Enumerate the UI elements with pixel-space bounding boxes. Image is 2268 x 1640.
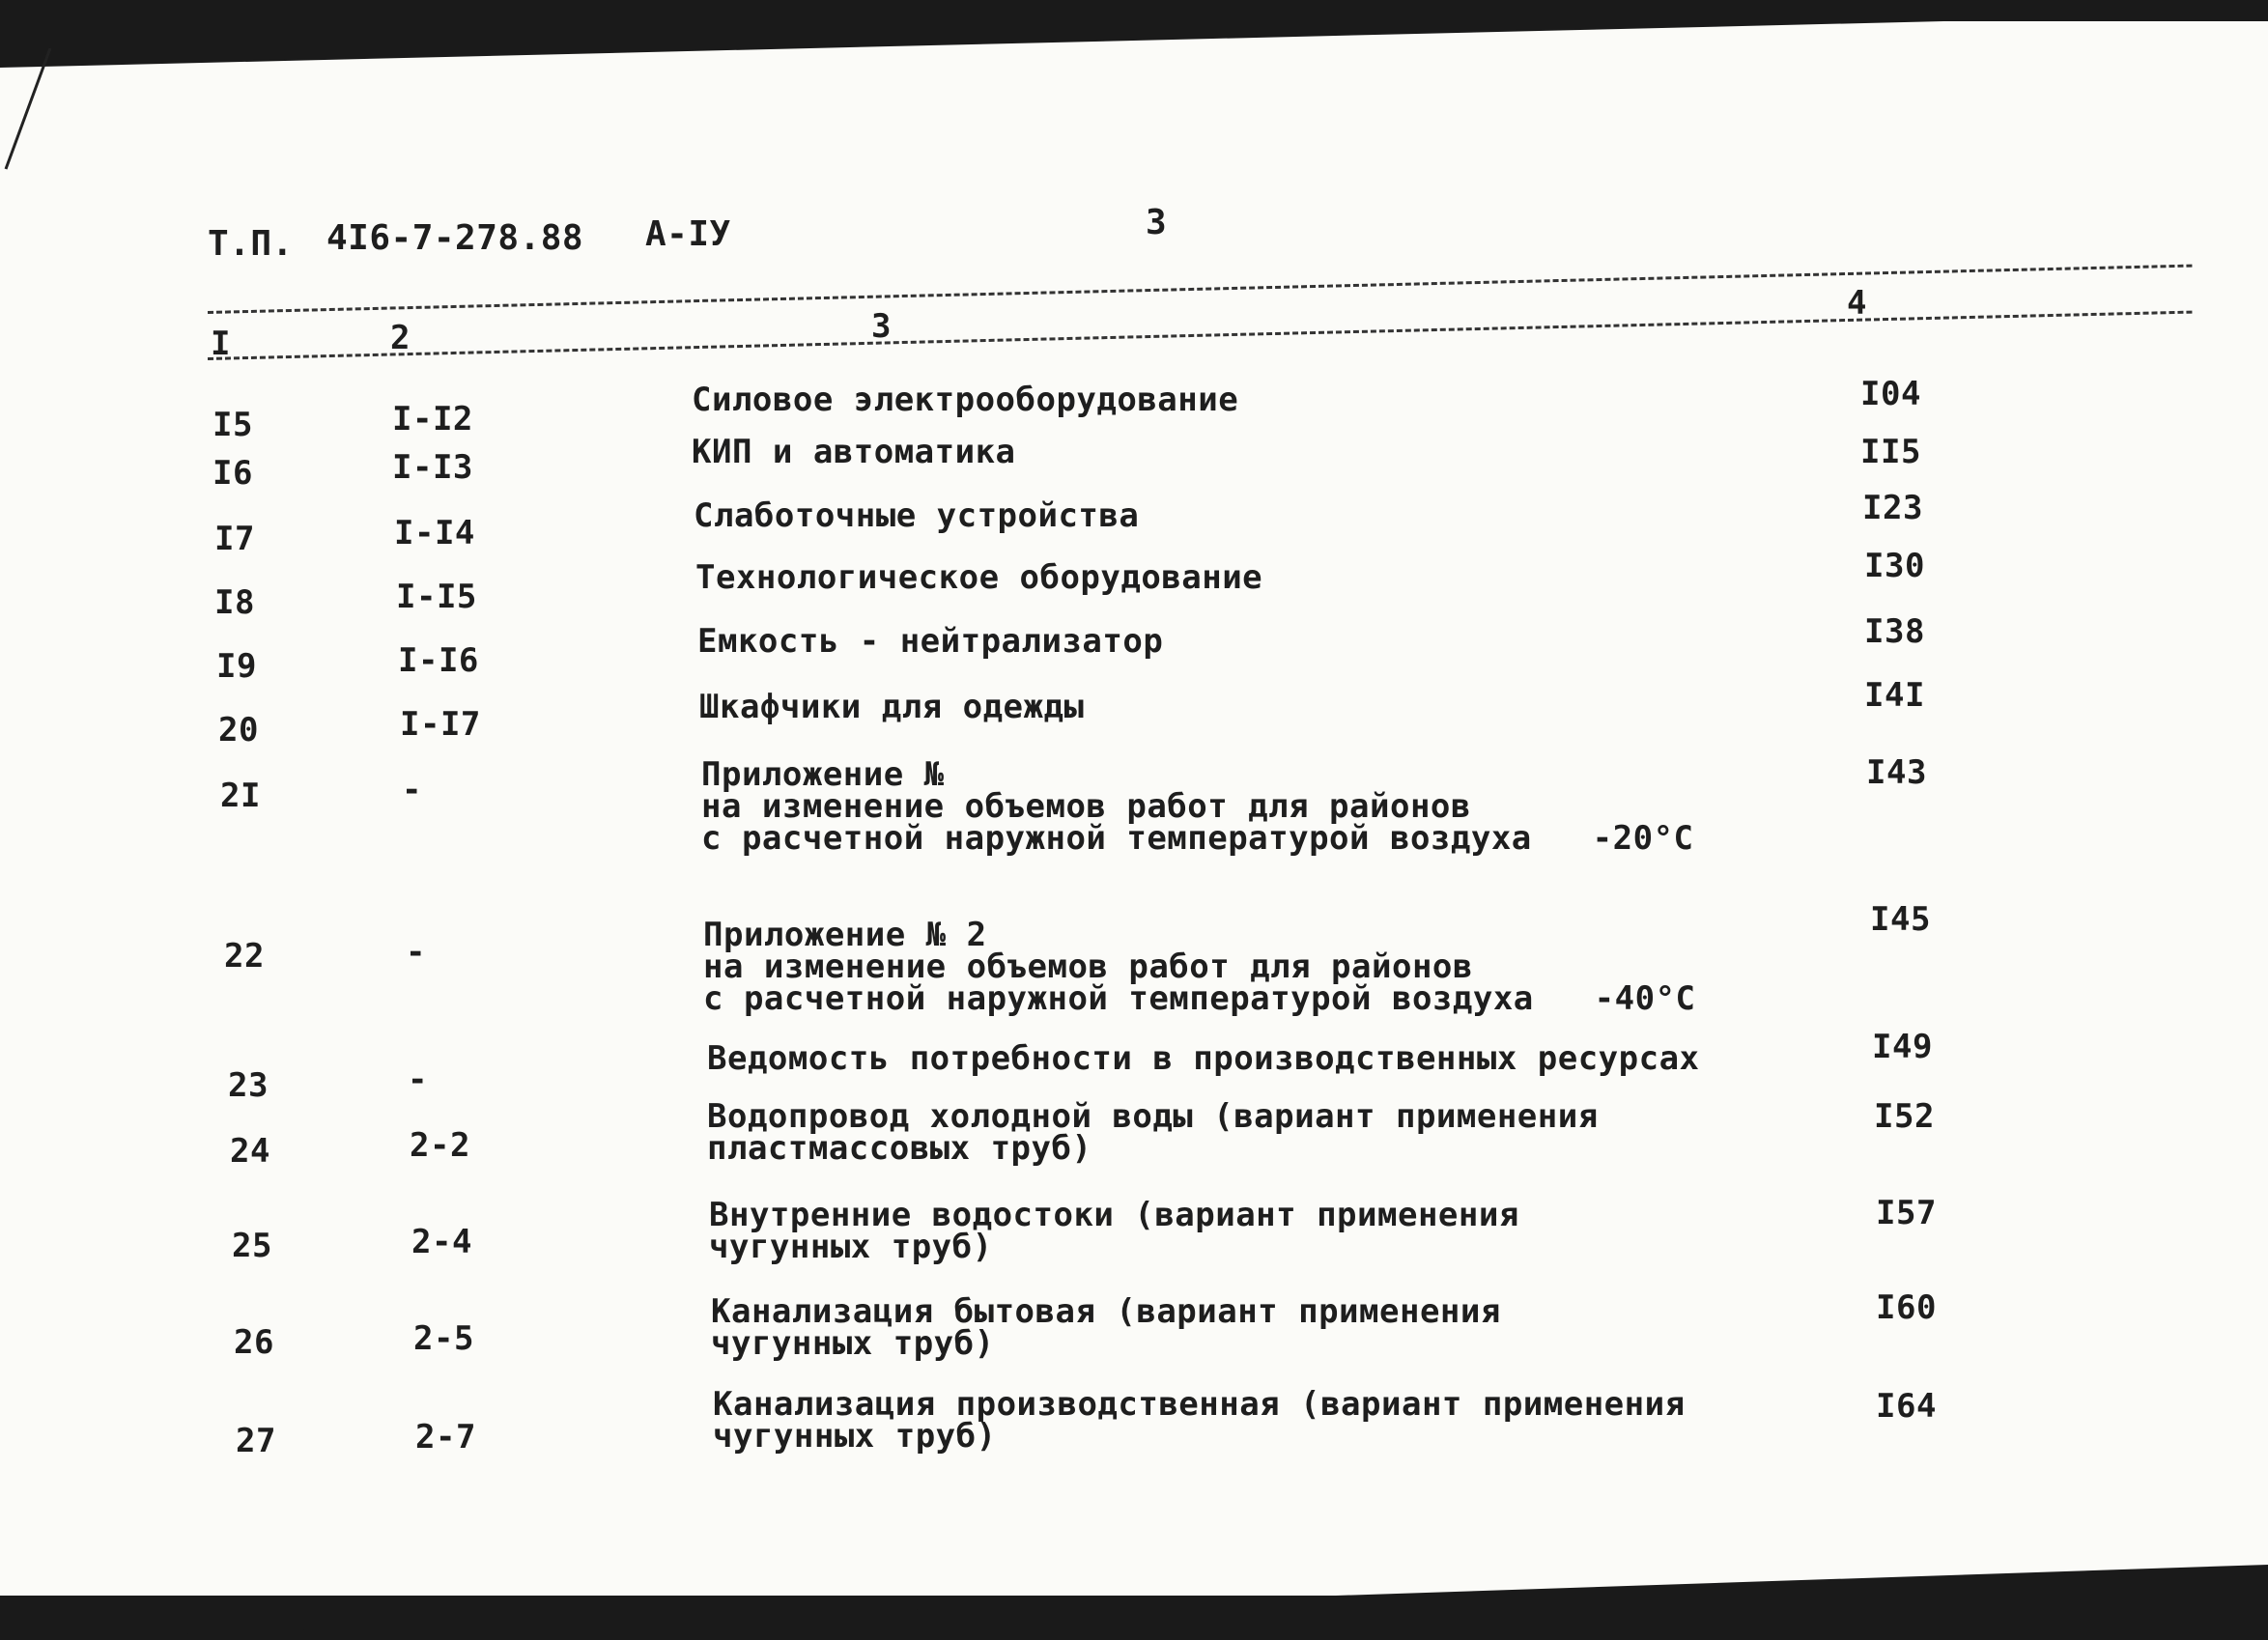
doc-code: Т.П. bbox=[208, 224, 294, 264]
sheet-ref: I-I2 bbox=[392, 400, 473, 438]
row-number: 26 bbox=[234, 1323, 274, 1362]
row-number: 2I bbox=[220, 777, 261, 815]
row-number: 20 bbox=[218, 711, 259, 749]
section-title: Водопровод холодной воды (вариант применения пластмассовых труб) bbox=[707, 1097, 1599, 1168]
page-ref: I4I bbox=[1864, 676, 1925, 715]
doc-number: 4I6-7-278.88 bbox=[326, 218, 584, 258]
page-ref: I43 bbox=[1866, 753, 1927, 792]
page-ref: I04 bbox=[1860, 375, 1921, 413]
page-ref: I60 bbox=[1876, 1288, 1937, 1327]
row-number: 27 bbox=[236, 1422, 276, 1460]
page-ref: I23 bbox=[1862, 489, 1923, 527]
row-number: I8 bbox=[214, 583, 255, 622]
sheet-ref: 2-4 bbox=[411, 1223, 472, 1261]
sheet-ref: I-I7 bbox=[400, 705, 481, 744]
page-ref: I52 bbox=[1874, 1097, 1935, 1136]
column-header-4: 4 bbox=[1847, 284, 1867, 323]
sheet-ref: - bbox=[406, 933, 426, 972]
sheet-ref: - bbox=[402, 771, 422, 809]
section-title: Технологическое оборудование bbox=[695, 558, 1263, 597]
row-number: 24 bbox=[230, 1132, 270, 1171]
page-ref: I30 bbox=[1864, 547, 1925, 585]
section-title: Внутренние водостоки (вариант применения чугунных труб) bbox=[709, 1196, 1519, 1266]
album-number: А-IУ bbox=[645, 214, 731, 254]
column-header-2: 2 bbox=[390, 319, 411, 357]
section-title: Приложение № 2 на изменение объемов работ для районов с расчетной наружной температурой воздуха -40°С bbox=[703, 916, 1696, 1018]
sheet-ref: I-I5 bbox=[396, 578, 477, 616]
section-title: Емкость - нейтрализатор bbox=[697, 622, 1164, 661]
page-ref: I64 bbox=[1876, 1387, 1937, 1426]
page-ref: II5 bbox=[1860, 433, 1921, 471]
page-ref: I38 bbox=[1864, 612, 1925, 651]
sheet-ref: 2-7 bbox=[415, 1418, 476, 1456]
section-title: Ведомость потребности в производственных ресурсах bbox=[707, 1039, 1700, 1078]
sheet-ref: - bbox=[408, 1060, 428, 1099]
column-header-3: 3 bbox=[871, 307, 892, 346]
sheet-ref: I-I3 bbox=[392, 448, 473, 487]
page-ref: I45 bbox=[1870, 900, 1931, 939]
row-number: I9 bbox=[216, 647, 257, 686]
page-ref: I49 bbox=[1872, 1028, 1933, 1066]
column-header-1: I bbox=[211, 325, 231, 363]
sheet-ref: I-I4 bbox=[394, 514, 475, 552]
row-number: I5 bbox=[213, 406, 253, 444]
row-number: I7 bbox=[214, 520, 255, 558]
section-title: Шкафчики для одежды bbox=[699, 688, 1085, 726]
section-title: Силовое электрооборудование bbox=[692, 381, 1239, 419]
corner-pen-mark bbox=[0, 48, 58, 174]
row-number: I6 bbox=[213, 454, 253, 493]
section-title: КИП и автоматика bbox=[692, 433, 1016, 471]
section-title: Канализация производственная (вариант применения чугунных труб) bbox=[713, 1385, 1686, 1456]
section-title: Приложение № на изменение объемов работ для районов с расчетной наружной температурой воздуха -20°С bbox=[701, 755, 1694, 858]
row-number: 25 bbox=[232, 1227, 272, 1265]
sheet-ref: 2-2 bbox=[410, 1126, 470, 1165]
page-ref: I57 bbox=[1876, 1194, 1937, 1232]
page-number: 3 bbox=[1146, 203, 1168, 242]
section-title: Канализация бытовая (вариант применения чугунных труб) bbox=[711, 1292, 1501, 1363]
row-number: 23 bbox=[228, 1066, 269, 1105]
sheet-ref: 2-5 bbox=[413, 1319, 474, 1358]
section-title: Слаботочные устройства bbox=[694, 496, 1140, 535]
sheet-ref: I-I6 bbox=[398, 641, 479, 680]
row-number: 22 bbox=[224, 937, 265, 976]
